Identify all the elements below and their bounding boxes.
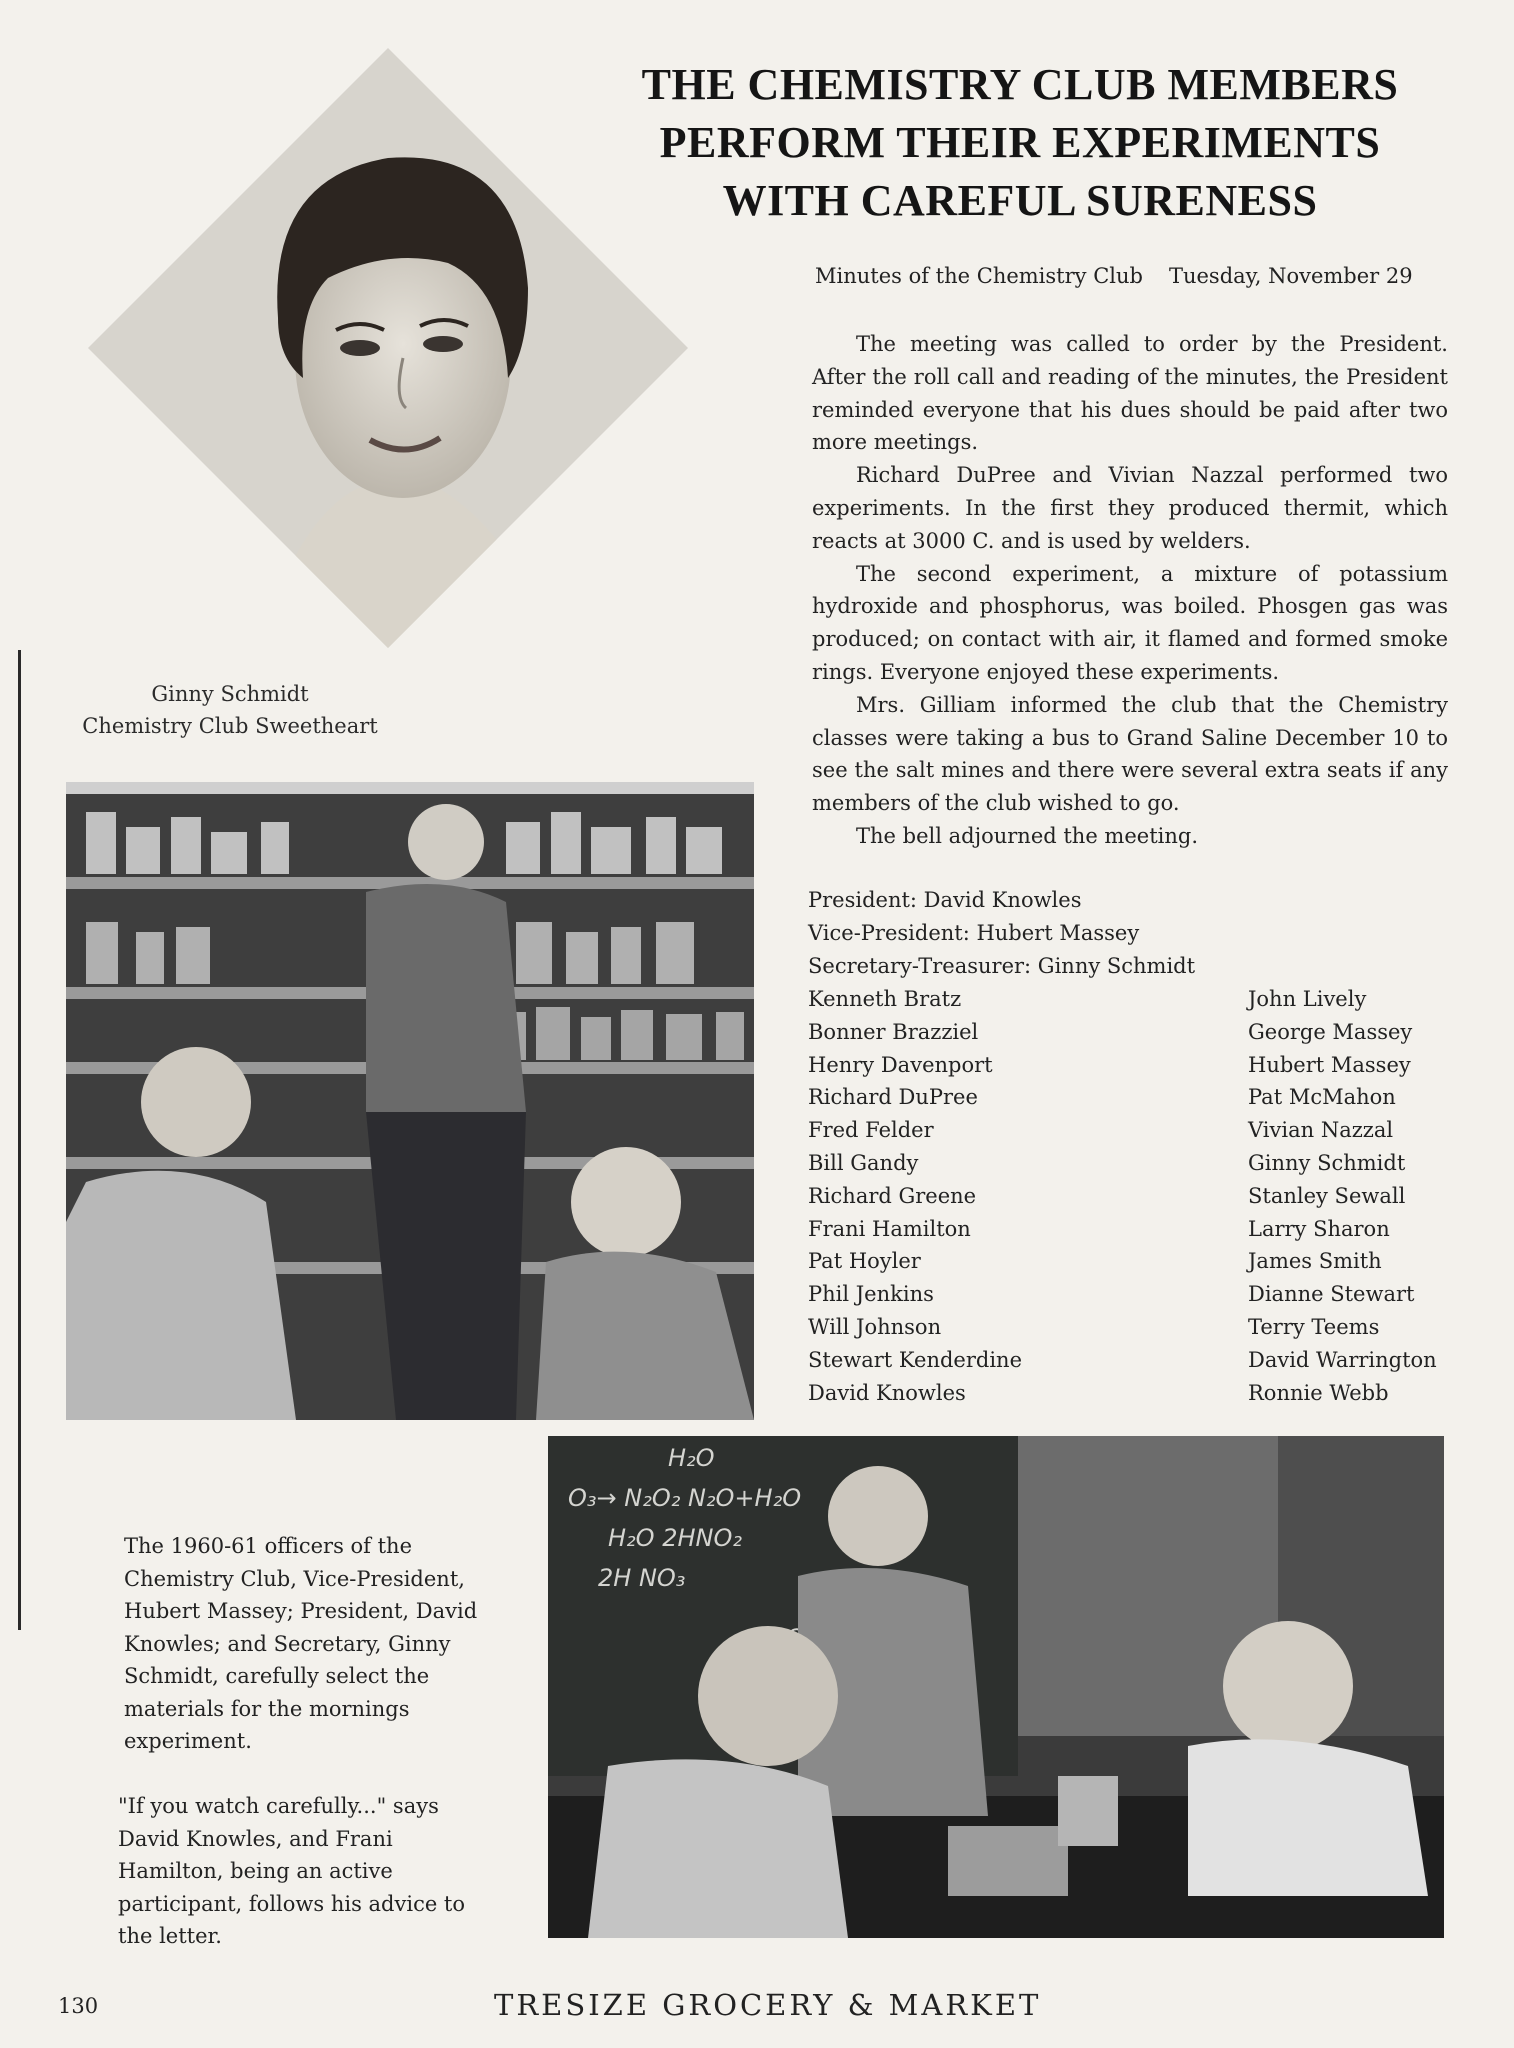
member-name: James Smith (1248, 1249, 1382, 1274)
member-name: Terry Teems (1248, 1314, 1380, 1339)
member-name: Bonner Brazziel (808, 1019, 979, 1044)
members-column-right (1248, 983, 1437, 1409)
sponsor-footer: TRESIZE GROCERY & MARKET (494, 1988, 1042, 2022)
minutes-date: Tuesday, November 29 (1168, 264, 1413, 288)
title-line-1: THE CHEMISTRY CLUB MEMBERS (641, 60, 1399, 109)
member-name: Dianne Stewart (1248, 1282, 1415, 1307)
member-name: David Knowles (808, 1380, 966, 1405)
chalk-line: H₂O (668, 1444, 715, 1472)
member-name: Stewart Kenderdine (808, 1347, 1022, 1372)
officers-list (808, 884, 1195, 982)
member-name: Stanley Sewall (1248, 1183, 1406, 1208)
minutes-paragraph: The meeting was called to order by the President. After the roll call and reading of the minutes, the President reminded everyone that his dues should be paid after two more meetings. (812, 332, 1448, 455)
minutes-paragraph: The second experiment, a mixture of potassium hydroxide and phosphorus, was boiled. Phosgen gas was produced; on contact with air, it flamed and formed smoke rings. Everyone enjoyed these experiments. (812, 561, 1448, 684)
portrait-caption (60, 678, 400, 742)
chalk-line: 2H NO₃ (598, 1564, 686, 1592)
lab-photo-caption: "If you watch carefully..." says David Knowles, and Frani Hamilton, being an active participant, follows his advice to the letter. (118, 1794, 466, 1948)
member-name: Phil Jenkins (808, 1282, 934, 1307)
page-title (620, 56, 1420, 230)
member-name: Frani Hamilton (808, 1216, 971, 1241)
member-name: Pat Hoyler (808, 1249, 921, 1274)
member-name: Vivian Nazzal (1248, 1118, 1394, 1143)
minutes-body (812, 328, 1448, 853)
member-name: Bill Gandy (808, 1150, 919, 1175)
minutes-paragraph: Mrs. Gilliam informed the club that the Chemistry classes were taking a bus to Grand Saline December 10 to see the salt mines and there were several extra seats if any members of the club wished to go. (812, 692, 1448, 816)
member-name: Henry Davenport (808, 1052, 993, 1077)
member-name: Fred Felder (808, 1118, 934, 1143)
title-line-2: PERFORM THEIR EXPERIMENTS (659, 118, 1381, 167)
member-name: Pat McMahon (1248, 1085, 1396, 1110)
minutes-heading-text: Minutes of the Chemistry Club (815, 264, 1143, 288)
officer-secretary-treasurer: Secretary-Treasurer: Ginny Schmidt (808, 953, 1196, 978)
officer-president: President: David Knowles (808, 888, 1082, 912)
member-name: David Warrington (1248, 1347, 1437, 1372)
lab-experiment-photo (548, 1436, 1444, 1938)
chalk-line: H₂O 2HNO₂ (608, 1524, 742, 1552)
officers-photo-caption: The 1960-61 officers of the Chemistry Club, Vice-President, Hubert Massey; President, David Knowles; and Secretary, Ginny Schmidt, carefully select the materials for the mornings experiment. (124, 1534, 478, 1753)
member-name: John Lively (1248, 987, 1367, 1011)
members-column-left (808, 983, 1022, 1409)
member-name: Kenneth Bratz (808, 987, 962, 1011)
member-name: Hubert Massey (1248, 1052, 1411, 1077)
member-name: Ginny Schmidt (1248, 1150, 1406, 1175)
member-name: Richard DuPree (808, 1085, 978, 1110)
page-edge-rule (18, 650, 21, 1630)
title-line-3: WITH CAREFUL SURENESS (722, 176, 1318, 225)
portrait-caption-role: Chemistry Club Sweetheart (82, 714, 378, 738)
chalk-line: O₃→ N₂O₂ N₂O+H₂O (568, 1484, 802, 1512)
portrait-caption-name: Ginny Schmidt (151, 682, 309, 706)
officer-vice-president: Vice-President: Hubert Massey (808, 920, 1140, 945)
minutes-paragraph: The bell adjourned the meeting. (856, 823, 1198, 848)
member-name: Ronnie Webb (1248, 1380, 1389, 1405)
minutes-heading (815, 264, 1455, 288)
member-name: Will Johnson (808, 1314, 942, 1339)
officers-shelves-photo (66, 782, 754, 1420)
member-name: Larry Sharon (1248, 1216, 1390, 1241)
member-name: George Massey (1248, 1019, 1413, 1044)
portrait-photo (88, 48, 688, 648)
member-name: Richard Greene (808, 1183, 977, 1208)
page-number: 130 (58, 1994, 99, 2018)
minutes-paragraph: Richard DuPree and Vivian Nazzal performed two experiments. In the first they produced thermit, which reacts at 3000 C. and is used by welders. (812, 463, 1448, 553)
